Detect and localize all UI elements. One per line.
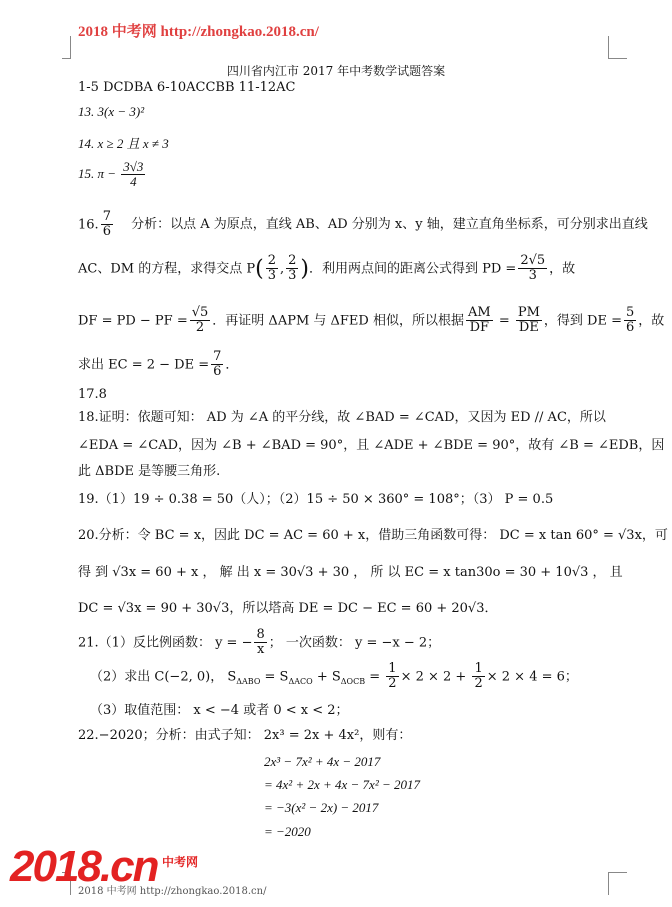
crop-mark-top-right: [608, 36, 627, 59]
line-21-a: 21.（1）反比例函数： y = − $\frac{8}{x}$ ； 一次函数： y = −x − 2；: [78, 627, 441, 658]
fraction: $\frac{PM}{DE}$: [517, 305, 540, 336]
equation-line-4: = −2020: [264, 824, 311, 839]
line-15: 15. π − $\frac{3√3}{4}$: [78, 159, 144, 190]
line-16-c: DF = PD − PF = $\frac{√5}{2}$ ．再证明 ΔAPM 与 ΔFED 相似，所以根据 $\frac{AM}{DF}$ = $\frac{PM}{DE}$ ，得到 DE = $\frac{5}{6}$ ，故: [78, 305, 665, 336]
line-21-b: （2）求出 C(−2, 0)， $S_{\Delta ABO} = S_{\Delta ACO} + S_{\Delta OCB}$ = $\frac{1}{2}$ × 2 × 2 + $\frac{1}{2}$ × 2 × 4 = 6；: [90, 661, 578, 692]
crop-mark-top-left: [62, 36, 71, 59]
line-18-b: ∠EDA = ∠CAD，因为 ∠B + ∠BAD = 90°，且 ∠ADE + ∠BDE = 90°，故有 ∠B = ∠EDB，因: [78, 438, 665, 453]
fraction: $\frac{7}{6}$: [102, 209, 111, 240]
line-18-c: 此 ΔBDE 是等腰三角形.: [78, 464, 221, 479]
fraction: $\frac{AM}{DF}$: [467, 305, 491, 336]
site-logo-subtitle: 中考网: [162, 855, 199, 869]
line-20-c: DC = √3x = 90 + 30√3，所以塔高 DE = DC − EC = 60 + 20√3．: [78, 601, 498, 616]
line-16-b: AC、DM 的方程，求得交点 P( $\frac{2}{3}$ , $\frac{2}{3}$ )．利用两点间的距离公式得到 PD = $\frac{2√5}{3}$ ，故: [78, 253, 576, 284]
fraction: $\frac{2}{3}$: [288, 253, 297, 284]
fraction: $\frac{√5}{2}$: [191, 305, 209, 336]
fraction: $\frac{2√5}{3}$: [520, 253, 546, 284]
line-22: 22.−2020；分析：由式子知： 2x³ = 2x + 4x²，则有：: [78, 728, 412, 743]
line-13: 13. 3(x − 3)²: [78, 104, 145, 119]
equation-line-3: = −3(x² − 2x) − 2017: [264, 800, 379, 815]
line-20-b: 得 到 √3x = 60 + x ， 解 出 x = 30√3 + 30 ， 所 以 EC = x tan30o = 30 + 10√3 ， 且: [78, 565, 623, 580]
fraction: $\frac{2}{3}$: [267, 253, 276, 284]
fraction: $\frac{1}{2}$: [474, 661, 483, 692]
line-14: 14. x ≥ 2 且 x ≠ 3: [78, 136, 169, 151]
page-title: 四川省内江市 2017 年中考数学试题答案: [226, 64, 446, 78]
line-17: 17.8: [78, 387, 107, 402]
fraction: $\frac{8}{x}$: [256, 627, 265, 658]
fraction: $\frac{3√3}{4}$: [123, 159, 144, 190]
line-16-d: 求出 EC = 2 − DE = $\frac{7}{6}$ ．: [78, 349, 239, 380]
header-watermark: 2018 中考网 http://zhongkao.2018.cn/: [78, 24, 319, 40]
line-20-a: 20.分析：令 BC = x，因此 DC = AC = 60 + x，借助三角函数可得： DC = x tan 60° = √3x，可: [78, 528, 668, 543]
line-16-a: 16. $\frac{7}{6}$ 分析：以点 A 为原点，直线 AB、AD 分别为 x、y 轴，建立直角坐标系，可分别求出直线: [78, 209, 648, 240]
fraction: $\frac{1}{2}$: [388, 661, 397, 692]
footer-watermark: 2018 中考网 http://zhongkao.2018.cn/: [78, 886, 267, 897]
line-18-a: 18.证明：依题可知： AD 为 ∠A 的平分线，故 ∠BAD = ∠CAD，又因为 ED // AC，所以: [78, 410, 606, 425]
site-logo: 2018.cn: [10, 842, 158, 891]
equation-line-2: = 4x² + 2x + 4x − 7x² − 2017: [264, 777, 420, 792]
equation-line-1: 2x³ − 7x² + 4x − 2017: [264, 754, 381, 769]
line-21-c: （3）取值范围： x < −4 或者 0 < x < 2；: [90, 703, 349, 718]
crop-mark-bottom-right: [608, 872, 627, 895]
fraction: $\frac{5}{6}$: [626, 305, 635, 336]
line-1-12: 1-5 DCDBA 6-10ACCBB 11-12AC: [78, 80, 296, 95]
line-19: 19.（1）19 ÷ 0.38 = 50（人）；（2）15 ÷ 50 × 360° = 108°；（3） P = 0.5: [78, 492, 554, 507]
fraction: $\frac{7}{6}$: [213, 349, 222, 380]
